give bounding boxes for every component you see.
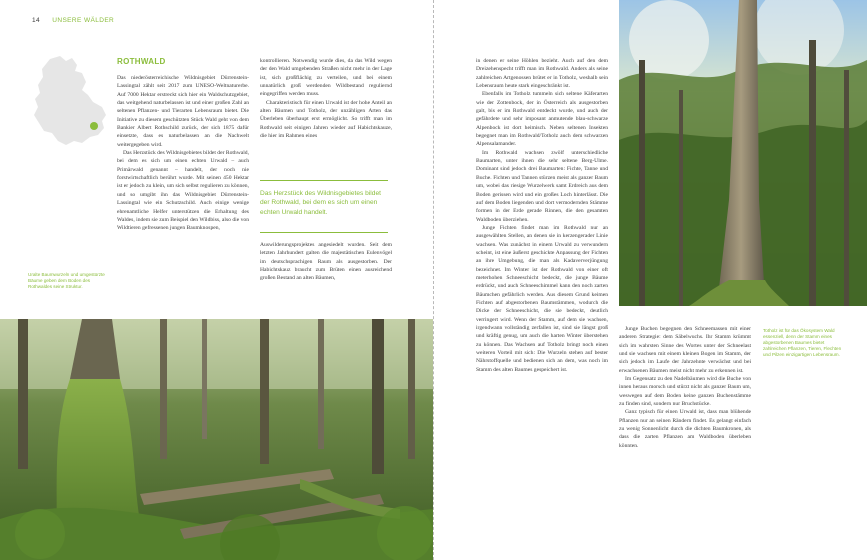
page-header-left xyxy=(32,17,114,24)
paragraph: Junge Buchen begegnen den Schneemassen mit einer anderen Strategie: dem Säbelwuchs. Ihr Stamm krümmt sich im wahrsten Sinne des Wortes unter der Schneelast und sie wachsen mit einem kleinen Bogen im Stamm, der sich jedoch im Laufe der Jahrzehnte verwächst und bei erwachsenen Bäumen meist nicht mehr zu erkennen ist. xyxy=(619,326,751,374)
location-dot xyxy=(90,122,98,130)
paragraph: Charakteristisch für einen Urwald ist der hohe Anteil an alten Bäumen und Totholz, der unzähligen Arten das Überleben überhaupt erst ermöglicht. So trifft man im Rothwald seit einigen Jahren wieder auf Habichtskauze, die hier im Rahmen eines xyxy=(260,99,392,140)
paragraph: Ganz typisch für einen Urwald ist, dass man blühende Pflanzen nur an seinen Rändern findet. Es gelangt einfach zu wenig Sonnenlicht durch die dichten Baumkronen, als dass die zarten Pflanzen am Waldboden überleben könnten. xyxy=(619,409,751,449)
forest-floor-illustration xyxy=(0,319,433,560)
map-shape xyxy=(34,56,106,145)
deadwood-tree-photo xyxy=(619,0,867,306)
chapter-title: UNSERE WÄLDER xyxy=(52,17,115,24)
section-title: ROTHWALD xyxy=(117,57,166,66)
paragraph: Junge Fichten findet man im Rothwald nur an ausgewählten Stellen, an denen sie in kerzengerader Linie wachsen. Was zunächst in einem Urwald zu verwundern scheint, ist eine äußerst geschickte Anpassung der Fichten an ihre Umgebung, die man als Kadaververjüngung bezeichnet. Im Winter ist der Rothwald von einer oft meterhohen Schneeschicht bedeckt, die junge Bäume erdrückt, und auch Schneeschimmel kann den noch zarten Bäumchen gefährlich werden. Aus diesem Grund keimen Fichten auf abgestorbenen Baumstämmen, wodurch die Dicke der Schneeschicht, die sie bedeckt, deutlich verringert wird. Wenn der Stamm, auf dem sie wachsen, irgendwann vollständig zerfallen ist, sind sie längst groß und kräftig genug, um auch die harten Winter überstehen zu können. Das Wachsen auf Totholz bringt noch einen weiteren Vorteil mit sich: Die Wurzeln stehen auf bester Nährstoffquelle und bedienen sich an dem, was noch im Stamm des alten Baumes gespeichert ist. xyxy=(476,224,608,373)
caption-left: Uralte Baumwurzeln und umgestürzte Bäume geben dem Boden des Rothwaldes seine Struktur. xyxy=(28,272,105,290)
pullquote-rule-bottom xyxy=(260,232,388,233)
text-column-1 xyxy=(117,74,249,233)
caption-right: Totholz ist für das Ökosystem Wald essenziell, denn der Stamm eines abgestorbenen Baumes bietet zahlreichen Pflanzen, Tieren, Flechten und Pilzen einzigartigen Lebensraum. xyxy=(763,328,842,358)
paragraph: Auswilderungsprojektes angesiedelt wurden. Seit dem letzten Jahrhundert galten die majestätischen Eulenvögel im deutschsprachigen Raum als ausgestorben. Der Habichtskauz braucht zum Brüten einen ausreichend großen Bestand an alten Bäumen, xyxy=(260,242,392,282)
text-column-4 xyxy=(619,325,751,450)
text-column-2-bottom xyxy=(260,241,392,283)
austria-map-icon xyxy=(30,55,108,147)
pullquote: Das Herzstück des Wildnisgebietes bildet der Rothwald, bei dem es sich um einen echten Urwald handelt. xyxy=(260,190,381,216)
paragraph: in denen er seine Höhlen bezieht. Auch auf den dem Dreizehenspecht trifft man im Rothwald. Anders als seine zahlreichen Artgenossen brütet er in Totholz, weshalb sein Lebensraum heute stark eingeschränkt ist. xyxy=(476,58,608,90)
paragraph: Das niederösterreichische Wildnisgebiet Dürrenstein-Lassingtal zählt seit 2017 zum UNESO-Weltnaturerbe. Auf 7000 Hektar erstreckt sich hier ein Waldschutzgebiet, das weitgehend naturbelassen ist und einer großen Zahl an seltenen Pflanzen- und Tierarten Lebensraum bietet. Die Initiative zu diesem geschützten Stück Wald geht von dem Bankier Albert Rothschild zurück, der sich 1875 dafür einsetzte, dass es naturbelassen an die Nachwelt weitergegeben wird. xyxy=(117,75,249,148)
pullquote-rule-top xyxy=(260,180,388,181)
page-fold xyxy=(433,0,435,560)
deadwood-tree-illustration xyxy=(619,0,867,306)
page-number: 14 xyxy=(32,17,41,24)
paragraph: Im Gegensatz zu den Nadelbäumen wird die Buche von innen heraus morsch und stürzt nicht als ganzer Baum um, weswegen auf dem Boden keine ganzen Buchenstämme zu finden sind, sondern nur Bruchstücke. xyxy=(619,376,751,408)
text-column-3 xyxy=(476,57,608,374)
paragraph: kontrollieren. Notwendig wurde dies, da das Wild wegen der den Wald umgebenden Straßen nicht mehr in der Lage ist, sich großflächig zu verteilen, und bei einem unnatürlich groß werdenden Wildbestand reguliernd eingegriffen werden muss. xyxy=(260,58,392,98)
text-column-2-top xyxy=(260,57,392,140)
paragraph: Ebenfalls im Totholz tummeln sich seltene Käferarten wie der Zottenbock, der in Österreich als ausgestorben galt, bis er im Rothwald entdeckt wurde, und auch der gefährdete und sehr imposant anmutende blau-schwarze Alpenbock ist dort heimisch. Neben seltenen Insekten begegnet man im Rothwald/Totholz auch dem schwarzen Alpensalamander. xyxy=(476,91,608,148)
forest-floor-photo xyxy=(0,319,433,560)
paragraph: Das Herzstück des Wildnisgebietes bildet der Rothwald, bei dem es sich um einen echten Urwald – auch Primärwald genannt – handelt, der noch nie forstwirtschaftlich berührt wurde. Mit seinen 450 Hektar ist er jedoch zu klein, um sich selbst regulieren zu können, und so umgibt ihn das Wildnisgebiet Dürrenstein-Lassingtal wie ein Schutzschild. Auch einige wenige ehrenamtliche Helfer unterstützen die Erhaltung des Waldes, indem sie zum Beispiel den Wildbiss, also die von Wildtieren gefressenen jungen Baumknospen, xyxy=(117,150,249,232)
paragraph: Im Rothwald wachsen zwölf unterschiedliche Baumarten, unter ihnen die sehr seltene Berg-Ulme. Dominant sind jedoch drei Baumarten: Fichte, Tanne und Buche. Fichten und Tannen stürzen meist als ganzer Baum um, wobei das riesige Wurzelwerk samt Erdreich aus dem Boden gerissen wird und ein großes Loch hinterlässt. Die auf dem Boden liegenden und dort vermodernden Stämme formen in der Erde gerade Rinnen, die den gesamten Waldboden überziehen. xyxy=(476,149,608,223)
